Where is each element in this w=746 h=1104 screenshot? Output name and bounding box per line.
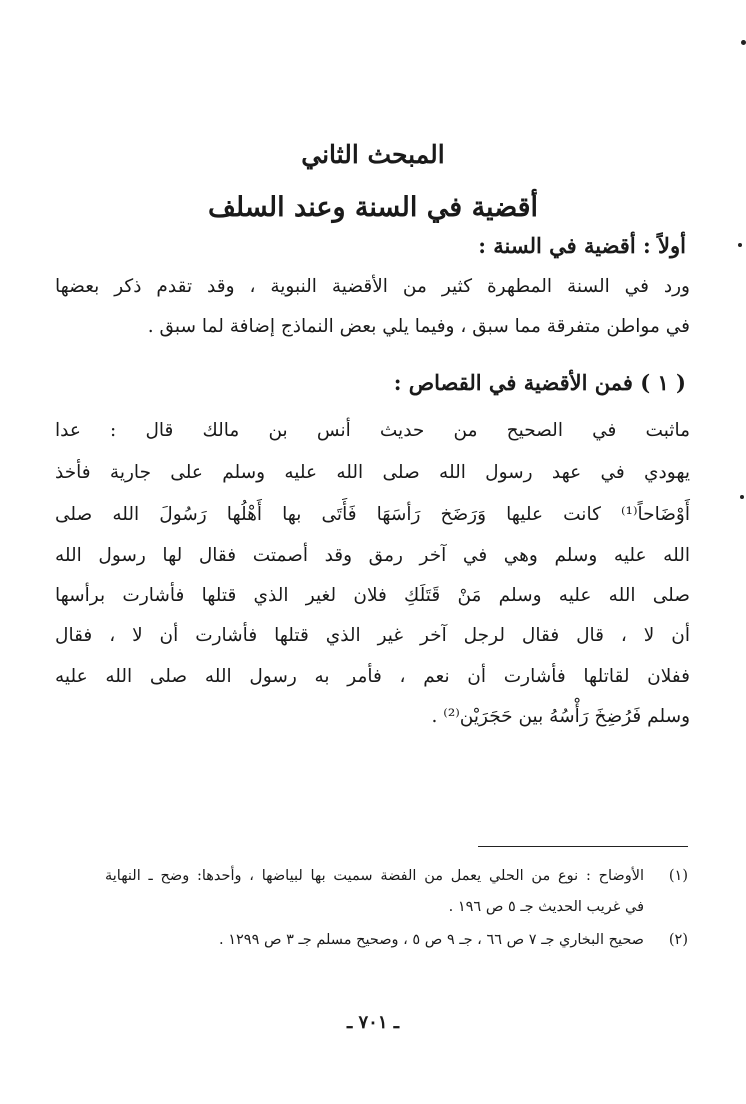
- text-line: الله عليه وسلم وهي في آخر رمق وقد أصمتت فقال لها رسول الله: [55, 545, 690, 566]
- heading-first: أولاً : أقضية في السنة :: [478, 233, 686, 258]
- heading-qisas: ( ١ ) فمن الأقضية في القصاص :: [393, 370, 686, 395]
- section-subtitle: أقضية في السنة وعند السلف: [207, 192, 539, 223]
- section-title: المبحث الثاني: [301, 140, 445, 169]
- text-line: أَوْضَاحاً⁽¹⁾ كانت عليها وَرَضَخ رَأسَهَا فَأَتَى بها أَهْلُها رَسُولَ الله صلى: [55, 504, 690, 525]
- footnote-number: (٢): [668, 932, 688, 948]
- footnote-number: (١): [668, 868, 688, 884]
- footnote-text: صحيح البخاري جـ ٧ ص ٦٦ ، جـ ٩ ص ٥ ، وصحيح مسلم جـ ٣ ص ١٢٩٩ .: [218, 932, 644, 948]
- text-line: ماثبت في الصحيح من حديث أنس بن مالك قال : عدا: [55, 420, 690, 441]
- text-line: وسلم فَرُضِخَ رَأْسُهُ بين حَجَرَيْن⁽²⁾ .: [431, 706, 690, 727]
- text-line: أن لا ، قال فقال لرجل آخر غير الذي قتلها فأشارت أن لا ، فقال: [55, 625, 690, 646]
- text-line: ففلان لقاتلها فأشارت أن نعم ، فأمر به رسول الله صلى الله عليه: [55, 666, 690, 687]
- footnote-text: الأوضاح : نوع من الحلي يعمل من الفضة سميت بها لبياضها ، وأحدها: وضح ـ النهاية: [105, 868, 644, 884]
- text-line: صلى الله عليه وسلم مَنْ قَتَلَكِ فلان لغير الذي قتلها فأشارت برأسها: [55, 585, 690, 606]
- text-line: في مواطن متفرقة مما سبق ، وفيما يلي بعض النماذج إضافة لما سبق .: [147, 316, 690, 337]
- page-number: ـ ٧٠١ ـ: [346, 1012, 400, 1033]
- margin-mark: [738, 243, 742, 247]
- text-line: ورد في السنة المطهرة كثير من الأقضية النبوية ، وقد تقدم ذكر بعضها: [55, 276, 690, 297]
- margin-mark: [741, 40, 746, 45]
- margin-mark: [740, 495, 744, 499]
- footnote-text: في غريب الحديث جـ ٥ ص ١٩٦ .: [448, 899, 644, 915]
- footnote-separator: [478, 846, 688, 847]
- text-line: يهودي في عهد رسول الله صلى الله عليه وسلم على جارية فأخذ: [55, 462, 690, 483]
